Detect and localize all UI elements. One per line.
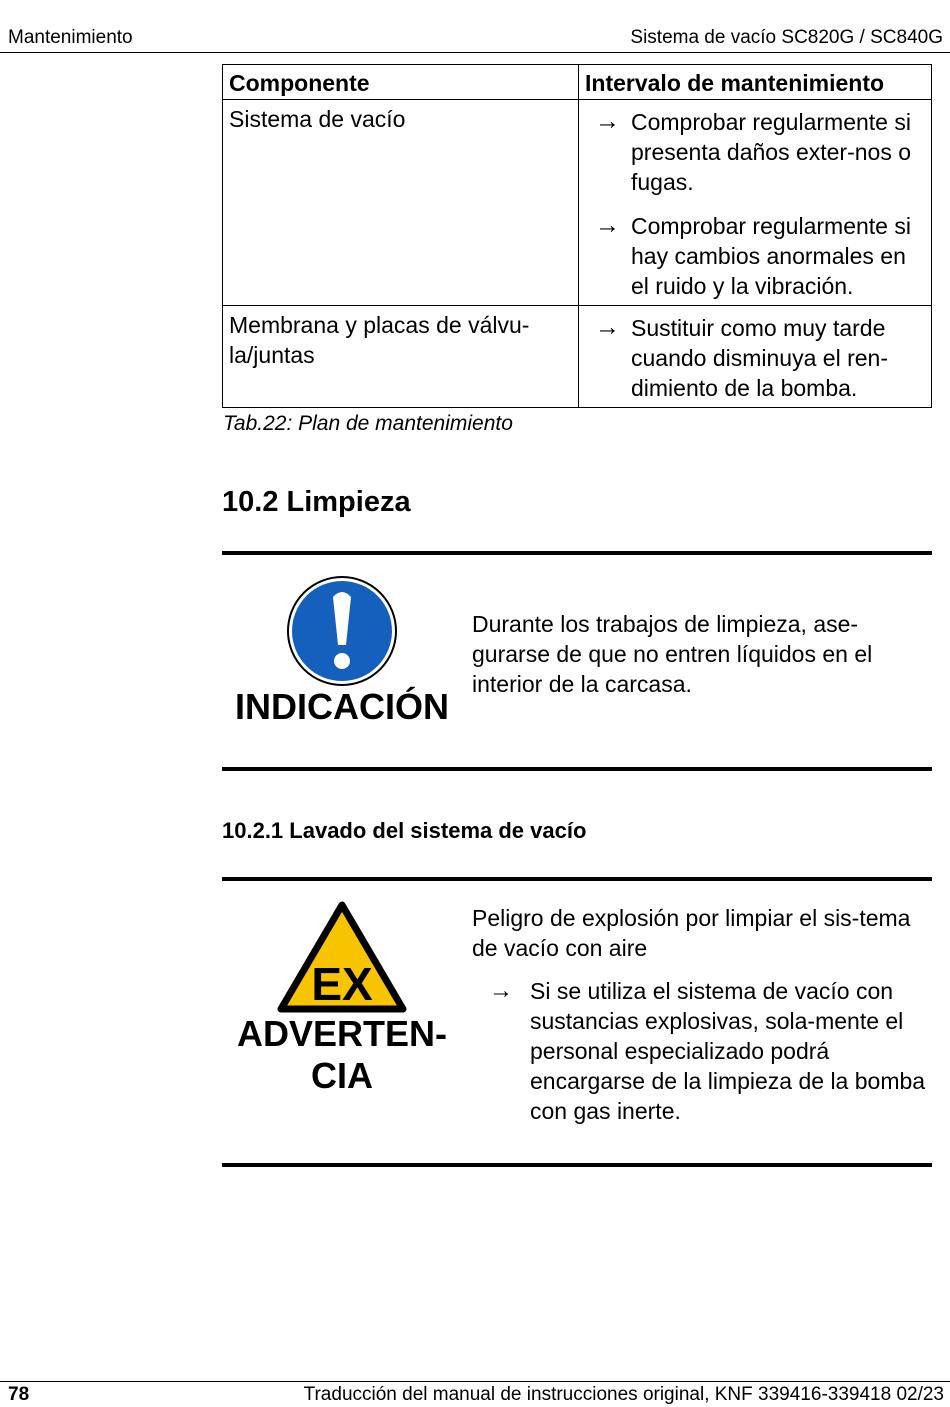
warning-action-text: Si se utiliza el sistema de vacío con sustancias explosivas, sola-mente el personal especializado podrá encargarse de la limpieza de la bomba con gas inerte.	[530, 978, 926, 1124]
action-item	[595, 313, 925, 403]
column-header-component: Componente	[223, 65, 579, 100]
warning-label: ADVERTEN-CIA	[236, 1013, 447, 1096]
notice-top-rule	[222, 551, 932, 555]
table-row	[223, 100, 932, 306]
running-header-product: Sistema de vacío SC820G / SC840G	[630, 27, 943, 48]
warning-action-item	[472, 976, 932, 1126]
action-text: Comprobar regularmente si hay cambios anormales en el ruido y la vibración.	[631, 213, 911, 299]
action-text: Comprobar regularmente si presenta daños exter-nos o fugas.	[631, 109, 912, 195]
action-item	[595, 211, 925, 301]
ex-hazard-triangle-icon	[277, 901, 407, 1014]
column-header-interval: Intervalo de mantenimiento	[579, 65, 932, 100]
table-row	[223, 306, 932, 408]
subsection-title: 10.2.1 Lavado del sistema de vacío	[222, 818, 587, 843]
table-caption: Tab.22: Plan de mantenimiento	[223, 412, 513, 435]
maintenance-plan-table	[222, 64, 932, 408]
section-title: 10.2 Limpieza	[222, 486, 411, 518]
table-header-row	[223, 65, 932, 100]
interval-cell	[579, 306, 932, 408]
component-cell: Membrana y placas de válvu-la/juntas	[223, 306, 579, 408]
exclamation-mandatory-icon	[286, 575, 398, 687]
notice-label: INDICACIÓN	[235, 686, 449, 727]
warning-heading: Peligro de explosión por limpiar el sis-tema de vacío con aire	[472, 905, 911, 961]
arrow-right-icon: →	[595, 313, 620, 341]
arrow-right-icon: →	[595, 211, 620, 239]
arrow-right-icon: →	[489, 977, 513, 1004]
interval-cell	[579, 100, 932, 306]
notice-bottom-rule	[222, 767, 932, 771]
warning-top-rule	[222, 877, 932, 881]
action-item	[595, 107, 925, 197]
warning-bottom-rule	[222, 1163, 932, 1167]
footer-rule	[0, 1381, 950, 1382]
running-header-chapter: Mantenimiento	[8, 27, 133, 48]
arrow-right-icon: →	[595, 107, 620, 135]
header-rule	[0, 52, 950, 53]
action-text: Sustituir como muy tarde cuando disminuya el ren-dimiento de la bomba.	[631, 315, 888, 401]
footer-document-info: Traducción del manual de instrucciones original, KNF 339416-339418 02/23	[303, 1384, 944, 1405]
notice-text: Durante los trabajos de limpieza, ase-gurarse de que no entren líquidos en el interior de la carcasa.	[472, 611, 873, 697]
ex-sign-text: EX	[311, 958, 373, 1010]
page-number: 78	[8, 1384, 30, 1405]
component-cell: Sistema de vacío	[223, 100, 579, 306]
